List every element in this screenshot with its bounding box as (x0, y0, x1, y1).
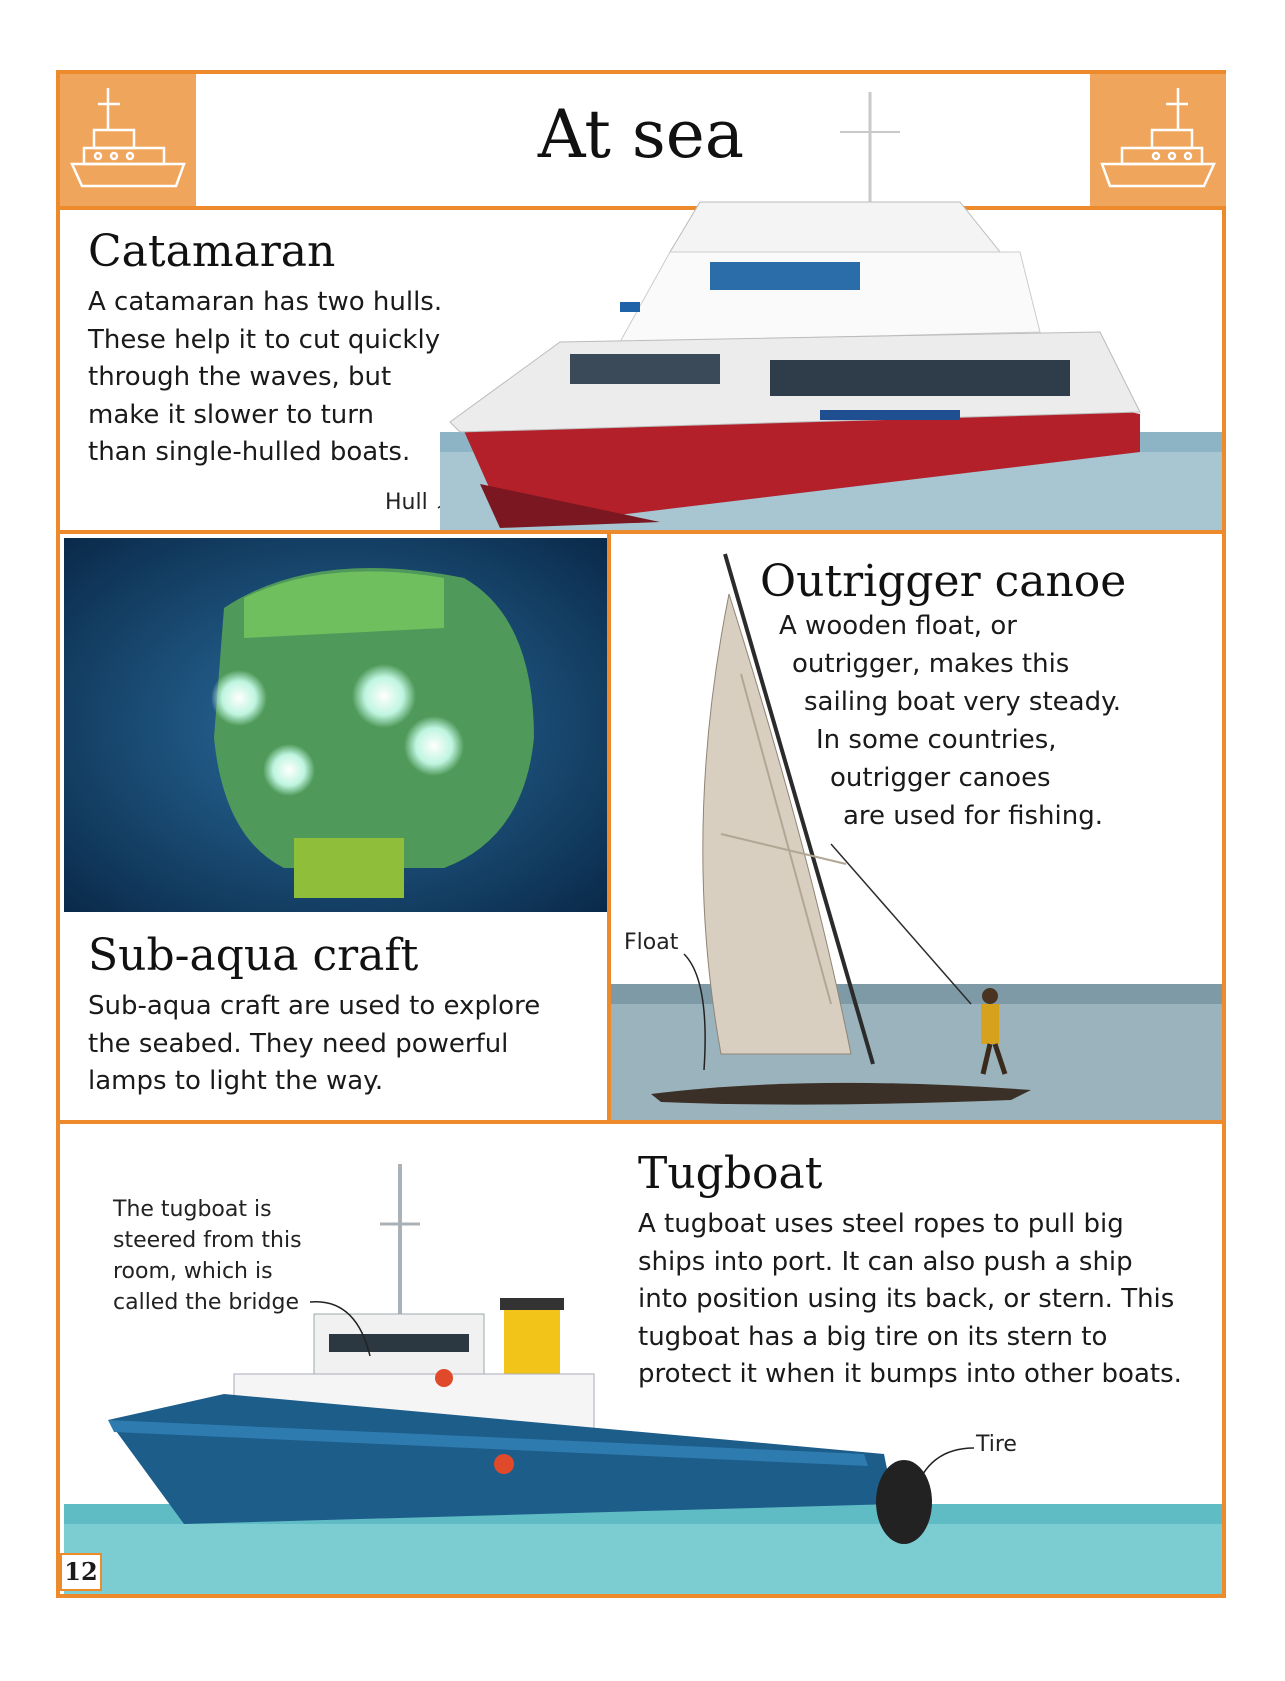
text-line: tugboat has a big tire on its stern to (638, 1321, 1108, 1352)
tire-pointer (908, 1444, 978, 1504)
text-line: A tugboat uses steel ropes to pull big (638, 1209, 1124, 1239)
catamaran-text (88, 284, 442, 472)
outrigger-heading: Outrigger canoe (760, 556, 1127, 607)
page-number: 12 (60, 1553, 102, 1591)
hull-label: Hull (385, 490, 428, 515)
catamaran-heading: Catamaran (88, 226, 336, 277)
text-line: ships into port. It can also push a ship (638, 1246, 1133, 1277)
text-line: called the bridge (113, 1290, 299, 1315)
catamaran-photo (440, 92, 1222, 530)
text-line: protect it when it bumps into other boats. (638, 1359, 1182, 1389)
outrigger-line-2: outrigger, makes this (792, 649, 1070, 679)
float-pointer (680, 950, 720, 1080)
text-line: make it slower to turn (88, 399, 374, 430)
outrigger-line-3: sailing boat very steady. (804, 687, 1122, 717)
subaqua-photo (64, 538, 607, 912)
page-title: At sea (537, 96, 745, 173)
bridge-callout (113, 1194, 302, 1318)
text-line: A catamaran has two hulls. (88, 287, 443, 317)
subaqua-text (88, 988, 540, 1101)
outrigger-line-5: outrigger canoes (830, 763, 1051, 793)
tugboat-heading: Tugboat (638, 1148, 823, 1199)
float-label: Float (624, 930, 679, 955)
tugboat-icon (68, 82, 188, 198)
text-line: through the waves, but (88, 362, 392, 392)
subaqua-heading: Sub-aqua craft (88, 930, 419, 981)
text-line: The tugboat is (113, 1197, 272, 1222)
text-line: the seabed. They need powerful (88, 1028, 509, 1059)
text-line: These help it to cut quickly (88, 324, 441, 355)
header-tile-left (60, 74, 196, 206)
text-line: Sub-aqua craft are used to explore (88, 991, 541, 1021)
text-line: room, which is (113, 1259, 273, 1284)
text-line: lamps to light the way. (88, 1066, 384, 1096)
text-line: into position using its back, or stern. This (638, 1284, 1175, 1314)
tugboat-text (638, 1206, 1182, 1394)
outrigger-line-4: In some countries, (816, 725, 1057, 755)
outrigger-line-1: A wooden float, or (779, 611, 1017, 641)
text-line: than single-hulled boats. (88, 437, 411, 467)
outrigger-line-6: are used for fishing. (843, 801, 1103, 831)
tire-label: Tire (976, 1432, 1017, 1457)
bridge-pointer (306, 1296, 386, 1366)
text-line: steered from this (113, 1228, 302, 1253)
